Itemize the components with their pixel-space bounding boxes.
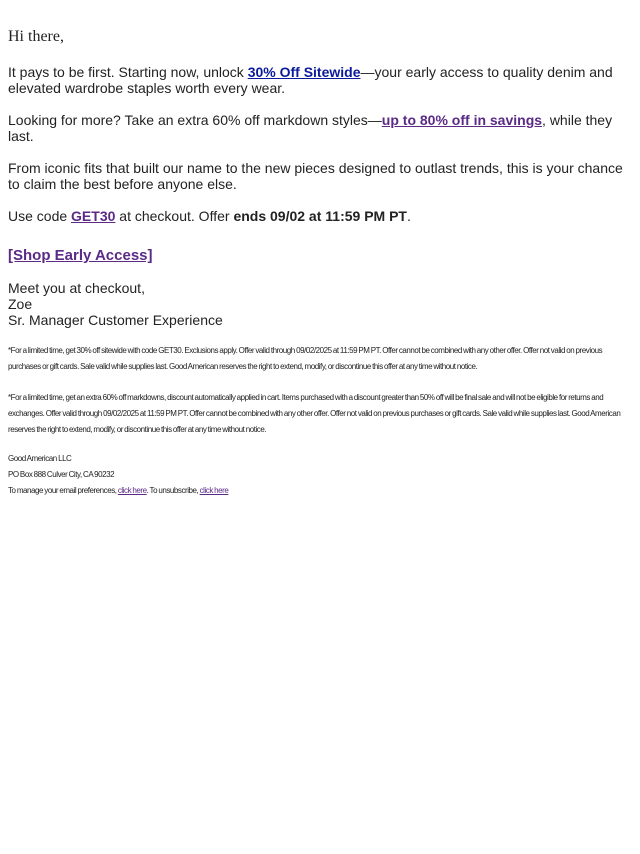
offer-end-date: ends 09/02 at 11:59 PM PT bbox=[233, 208, 407, 224]
markdown-text-before: Looking for more? Take an extra 60% off markdown styles— bbox=[8, 112, 382, 128]
intro-text-after: —your early access to quality denim and elevated wardrobe staples worth every wear. bbox=[8, 64, 613, 96]
markdown-paragraph bbox=[8, 112, 632, 144]
greeting: Hi there, bbox=[8, 28, 64, 45]
footer-address: PO Box 888 Culver City, CA 90232 bbox=[8, 470, 115, 479]
manage-preferences-text: To manage your email preferences, bbox=[8, 486, 118, 495]
promo-text-before: Use code bbox=[8, 208, 72, 224]
intro-text-before: It pays to be first. Starting now, unlock bbox=[8, 64, 248, 80]
signoff bbox=[8, 280, 632, 328]
unsubscribe-text: . To unsubscribe, bbox=[146, 486, 200, 495]
footer-company: Good American LLC bbox=[8, 454, 72, 463]
disclaimer-sitewide: *For a limited time, get 30% off sitewide with code GET30. Exclusions apply. Offer valid through 09/02/2025 at 11:59 PM PT. Offer cannot be combined with any other offer. Offer not valid on previous purchases or gift cards. Sale valid while supplies last. Good American reserves the right to extend, modify, or discontinue this offer at any time without notice. bbox=[8, 346, 603, 371]
intro-paragraph bbox=[8, 64, 632, 96]
signoff-title: Sr. Manager Customer Experience bbox=[8, 312, 223, 328]
unsubscribe-link[interactable]: click here bbox=[199, 486, 229, 495]
manage-preferences-link[interactable]: click here bbox=[117, 486, 147, 495]
disclaimer-markdowns: *For a limited time, get an extra 60% off markdowns, discount automatically applied in cart. Items purchased with a discount greater than 50% off will be final sale and will not be eligible for returns and exchanges. Offer valid through 09/02/2025 at 11:59 PM PT. Offer cannot be combined with any other offer. Offer not valid on previous purchases or gift cards. Sale valid while supplies last. Good American reserves the right to extend, modify, or discontinue this offer at any time without notice. bbox=[8, 393, 621, 434]
promo-text-middle: at checkout. Offer bbox=[115, 208, 234, 224]
signoff-name: Zoe bbox=[8, 296, 33, 312]
promo-code-paragraph bbox=[8, 208, 632, 224]
signoff-line: Meet you at checkout, bbox=[8, 280, 145, 296]
sitewide-offer-link[interactable]: 30% Off Sitewide bbox=[247, 64, 361, 80]
footer-preferences bbox=[8, 483, 632, 499]
promo-code-link[interactable]: GET30 bbox=[71, 208, 116, 224]
promo-text-after: . bbox=[406, 208, 411, 224]
iconic-fits-paragraph: From iconic fits that built our name to the new pieces designed to outlast trends, this is your chance to claim the best before anyone else. bbox=[8, 160, 623, 192]
cta-container bbox=[8, 247, 632, 265]
markdown-text-after: , while they last. bbox=[8, 112, 613, 144]
shop-early-access-button[interactable]: [Shop Early Access] bbox=[8, 247, 153, 264]
footer bbox=[8, 451, 632, 499]
savings-link[interactable]: up to 80% off in savings bbox=[381, 112, 543, 128]
